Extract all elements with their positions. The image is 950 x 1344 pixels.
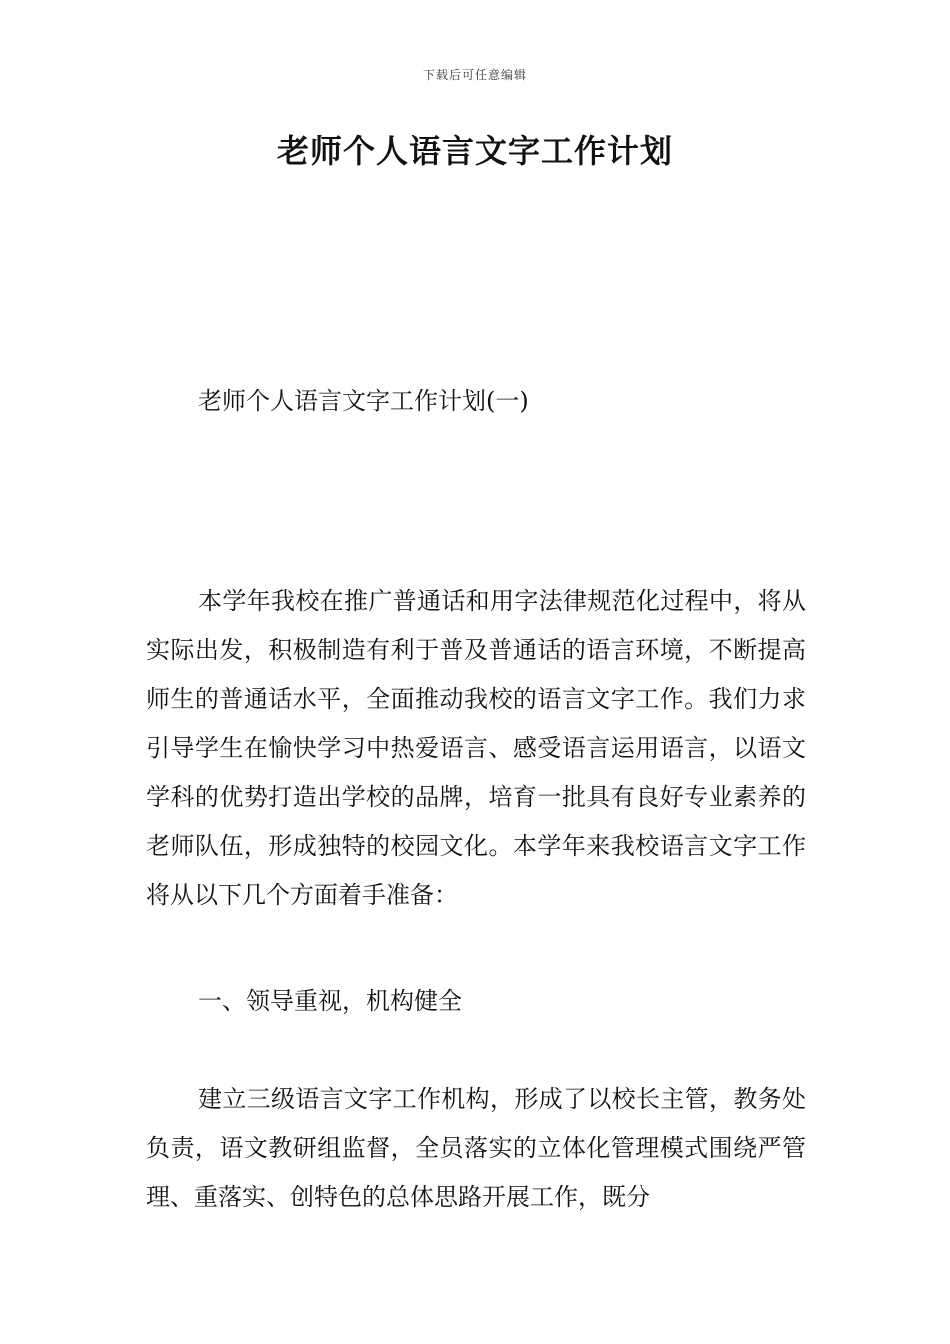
section-heading-1: 一、领导重视，机构健全: [198, 987, 462, 1015]
subtitle: 老师个人语言文字工作计划(一): [198, 387, 529, 415]
paragraph-intro: 本学年我校在推广普通话和用字法律规范化过程中，将从实际出发，积极制造有利于普及普通话的语言环境，不断提高师生的普通话水平，全面推动我校的语言文字工作。我们力求引导学生在愉快学习中热爱语言、感受语言运用语言，以语文学科的优势打造出学校的品牌，培育一批具有良好专业素养的老师队伍，形成独特的校园文化。本学年来我校语言文字工作将从以下几个方面着手准备：: [146, 587, 806, 909]
document-title: 老师个人语言文字工作计划: [276, 132, 673, 170]
paragraph-organization: 建立三级语言文字工作机构，形成了以校长主管，教务处负责，语文教研组监督，全员落实的立体化管理模式围绕严管理、重落实、创特色的总体思路开展工作，既分: [146, 1085, 806, 1211]
header-note: 下载后可任意编辑: [422, 68, 527, 82]
